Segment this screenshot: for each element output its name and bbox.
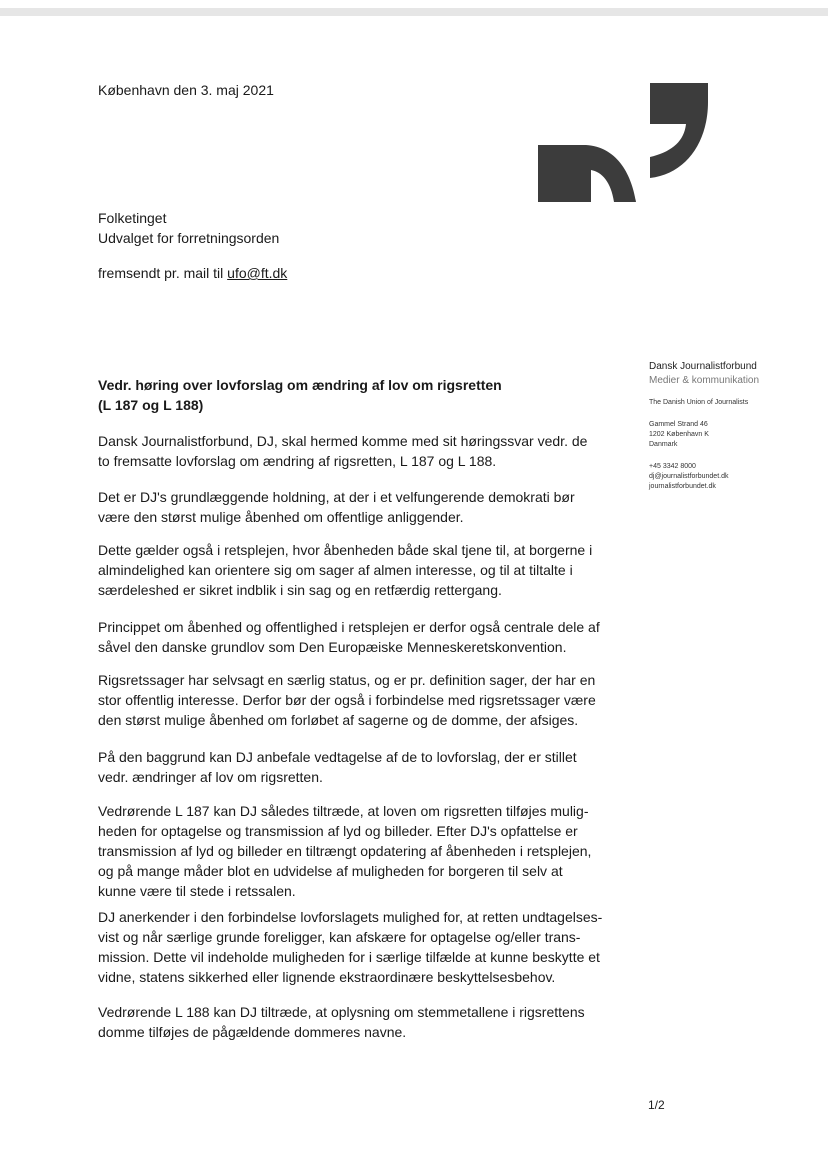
paragraph-line: såvel den danske grundlov som Den Europæiske Menneskeretskonvention. <box>98 639 567 655</box>
phone: +45 3342 8000 <box>649 463 696 470</box>
paragraph-line: mission. Dette vil indeholde muligheden for i særlige tilfælde at kunne beskytte et <box>98 949 600 965</box>
scan-edge <box>0 8 828 16</box>
letter-heading <box>98 375 502 415</box>
paragraph-line: almindelighed kan orientere sig om sager af almen interesse, og til at tiltalte i <box>98 562 573 578</box>
contact <box>649 462 759 492</box>
paragraph-line: Vedrørende L 187 kan DJ således tiltræde, at loven om rigsretten tilføjes mulig- <box>98 803 589 819</box>
paragraph-line: Det er DJ's grundlæggende holdning, at der i et velfungerende demokrati bør <box>98 489 575 505</box>
org-tagline: Medier & kommunikation <box>649 375 760 386</box>
sent-by-mail <box>98 263 287 283</box>
sent-prefix: fremsendt pr. mail til <box>98 265 228 281</box>
paragraph <box>98 617 600 657</box>
address-line: Gammel Strand 46 <box>649 421 708 428</box>
paragraph-line: Rigsretssager har selvsagt en særlig status, og er pr. definition sager, der har en <box>98 672 596 688</box>
email-link[interactable]: ufo@ft.dk <box>227 265 288 281</box>
website: journalistforbundet.dk <box>649 483 716 490</box>
sender-info <box>649 360 759 492</box>
paragraph-line: heden for optagelse og transmission af lyd og billeder. Efter DJ's opfattelse er <box>98 823 578 839</box>
paragraph-line: Dansk Journalistforbund, DJ, skal hermed komme med sit høringssvar vedr. de <box>98 433 588 449</box>
address-line: Danmark <box>649 441 678 448</box>
heading-line: Vedr. høring over lovforslag om ændring af lov om rigsretten <box>98 377 502 393</box>
heading-line: (L 187 og L 188) <box>98 397 204 413</box>
paragraph-line: DJ anerkender i den forbindelse lovforslagets mulighed for, at retten undtagelses- <box>98 909 603 925</box>
paragraph-line: På den baggrund kan DJ anbefale vedtagelse af de to lovforslag, der er stillet <box>98 749 577 765</box>
paragraph-line: vedr. ændringer af lov om rigsretten. <box>98 769 323 785</box>
paragraph <box>98 670 596 730</box>
recipient-line: Folketinget <box>98 210 167 226</box>
address <box>649 420 759 450</box>
paragraph-line: to fremsatte lovforslag om ændring af rigsretten, L 187 og L 188. <box>98 453 497 469</box>
org-english: The Danish Union of Journalists <box>649 399 749 406</box>
recipient-line: Udvalget for forretningsorden <box>98 230 280 246</box>
recipient <box>98 208 279 248</box>
paragraph-line: stor offentlig interesse. Derfor bør der også i forbindelse med rigsretssager være <box>98 692 596 708</box>
page-number: 1/2 <box>648 1098 665 1112</box>
paragraph <box>98 487 575 527</box>
paragraph-line: transmission af lyd og billeder en tiltrængt opdatering af åbenheden i retsplejen, <box>98 843 592 859</box>
paragraph-line: være den størst mulige åbenhed om offentlige anliggender. <box>98 509 464 525</box>
paragraph-line: domme tilføjes de pågældende dommeres navne. <box>98 1024 407 1040</box>
paragraph-line: og på mange måder blot en udvidelse af muligheden for borgeren til selv at <box>98 863 563 879</box>
paragraph-line: kunne være til stede i retssalen. <box>98 883 296 899</box>
date: København den 3. maj 2021 <box>98 82 274 98</box>
email: dj@journalistforbundet.dk <box>649 473 729 480</box>
dj-logo <box>536 82 711 204</box>
paragraph <box>98 747 577 787</box>
paragraph-line: den størst mulige åbenhed om forløbet af sagerne og de domme, der afsiges. <box>98 712 579 728</box>
paragraph-line: Dette gælder også i retsplejen, hvor åbenheden både skal tjene til, at borgerne i <box>98 542 593 558</box>
paragraph <box>98 801 591 901</box>
org-name: Dansk Journalistforbund <box>649 361 757 372</box>
paragraph-line: Vedrørende L 188 kan DJ tiltræde, at oplysning om stemmetallene i rigsrettens <box>98 1004 585 1020</box>
paragraph-line: vidne, statens sikkerhed eller lignende ekstraordinære beskyttelsesbehov. <box>98 969 556 985</box>
address-line: 1202 København K <box>649 431 709 438</box>
paragraph <box>98 431 587 471</box>
paragraph-line: vist og når særlige grunde foreligger, kan afskære for optagelse og/eller trans- <box>98 929 581 945</box>
paragraph-line: Princippet om åbenhed og offentlighed i retsplejen er derfor også centrale dele af <box>98 619 600 635</box>
paragraph-line: særdeleshed er sikret indblik i sin sag og en retfærdig rettergang. <box>98 582 502 598</box>
paragraph <box>98 1002 585 1042</box>
paragraph <box>98 907 602 987</box>
paragraph <box>98 540 592 600</box>
